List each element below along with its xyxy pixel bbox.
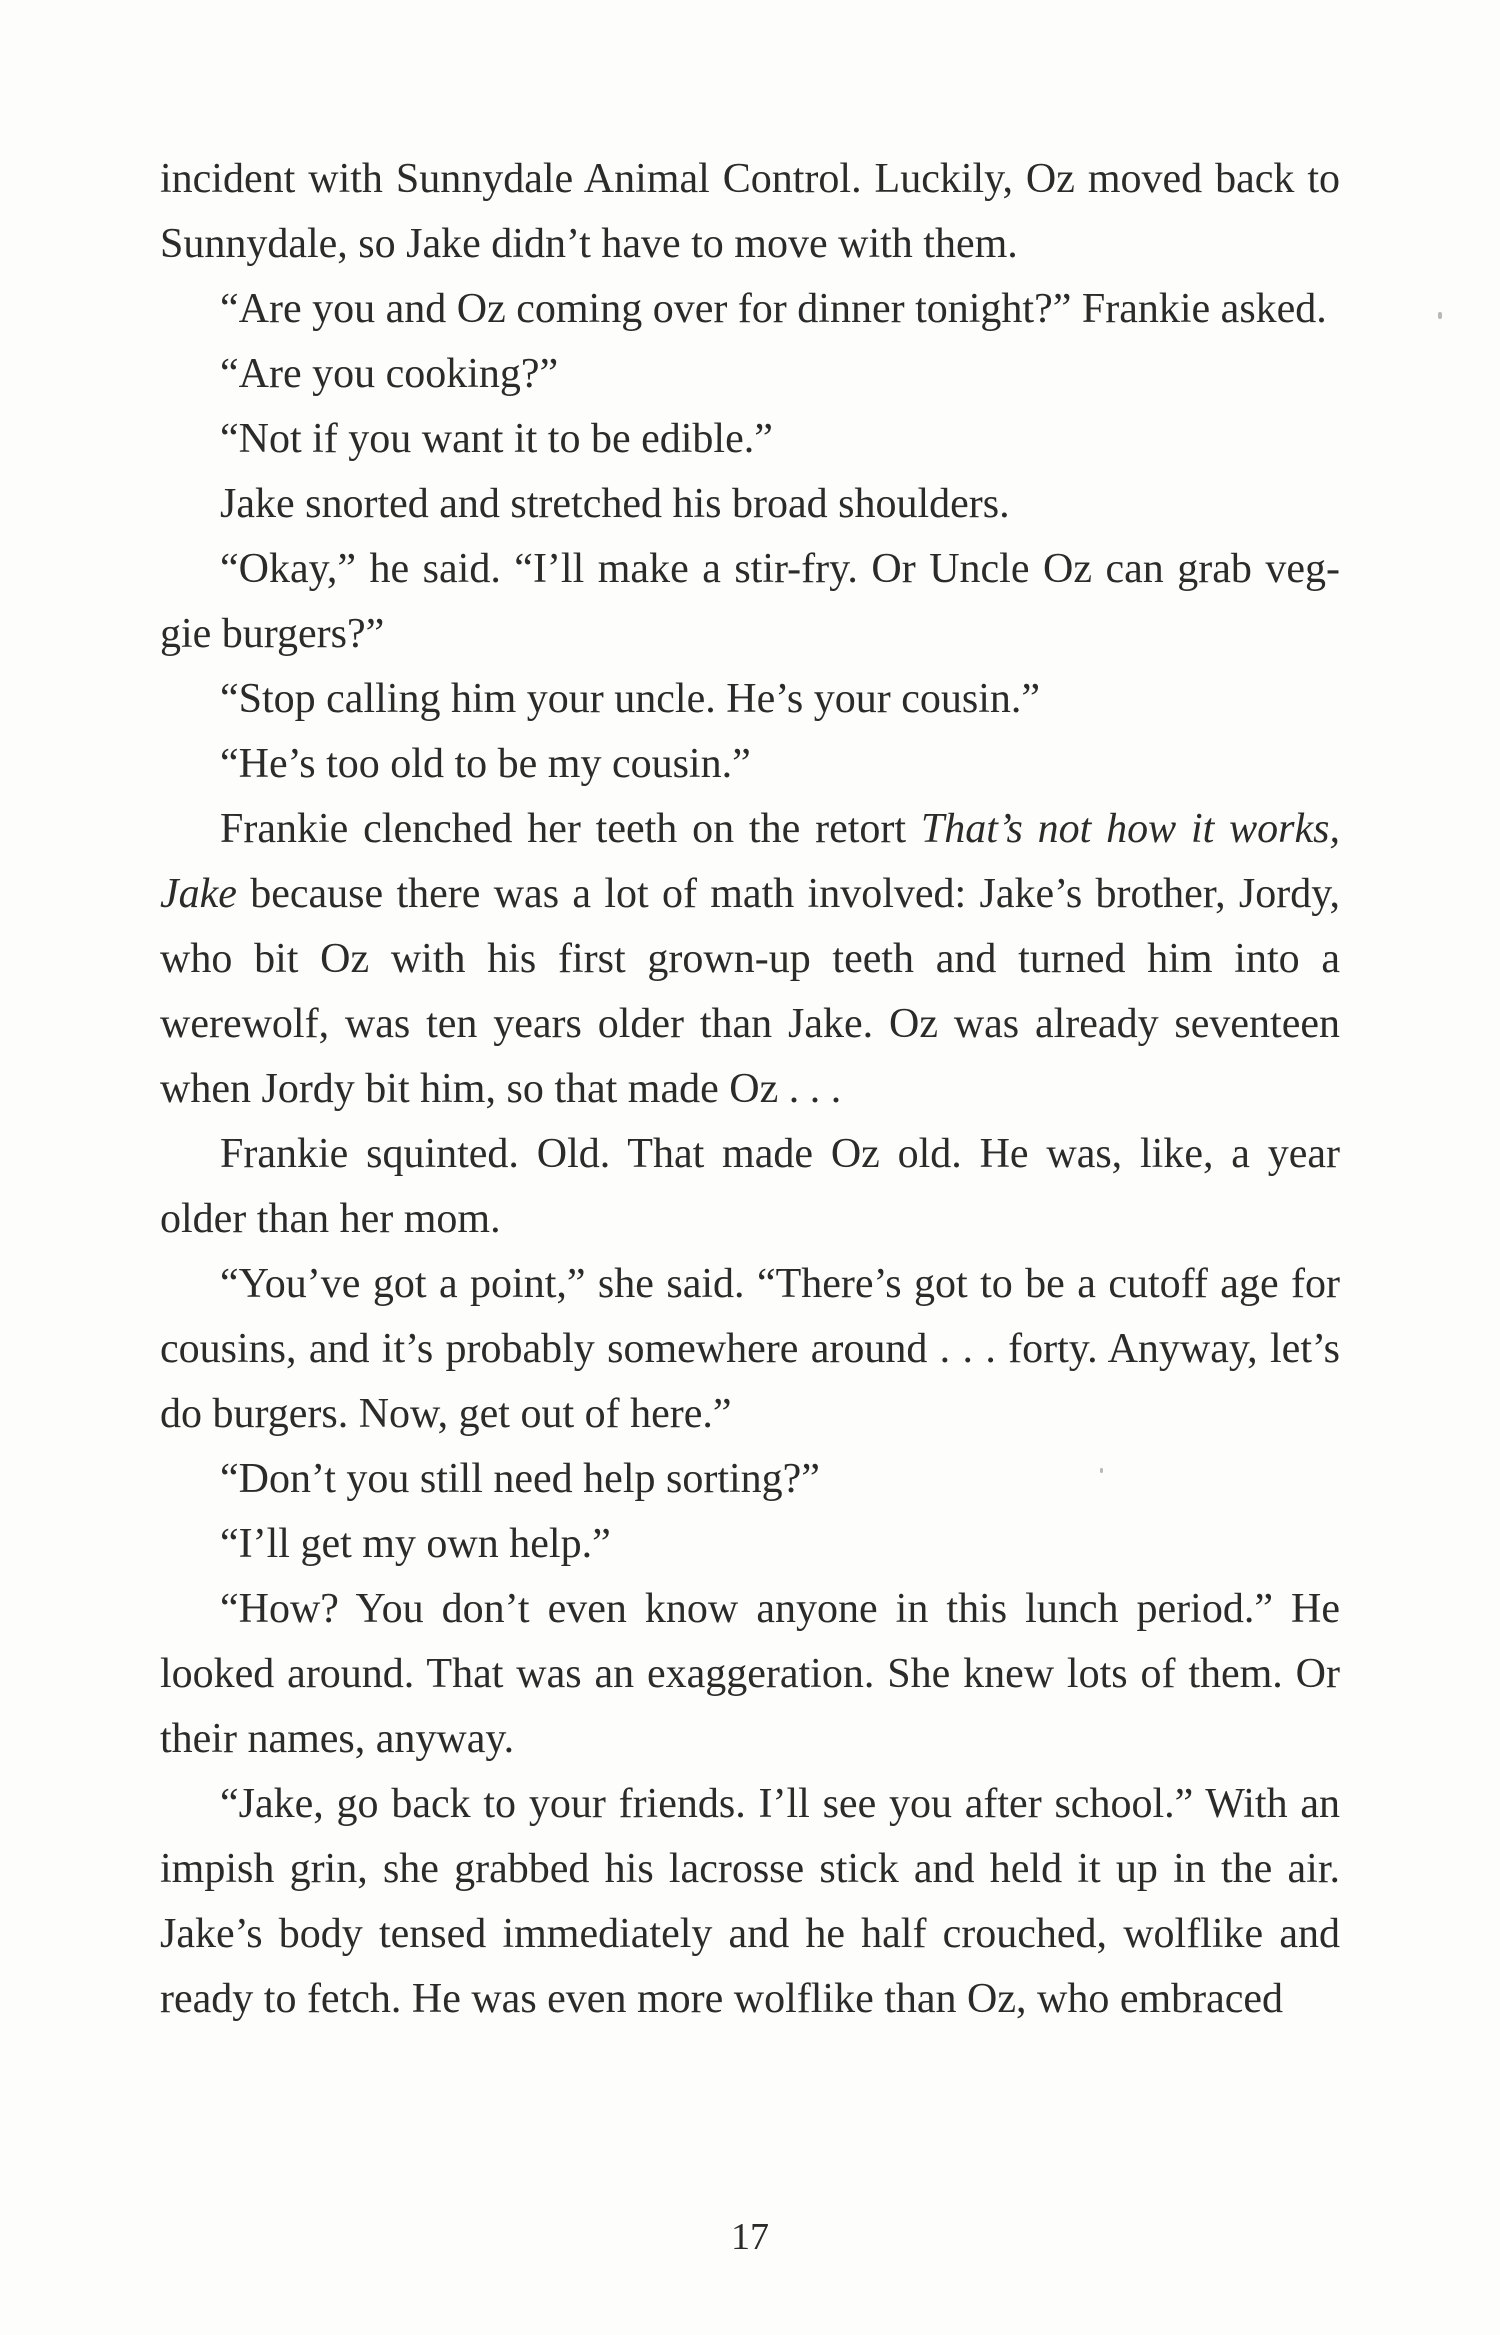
paper-speck [1100, 1468, 1103, 1473]
paragraph: “Are you and Oz coming over for dinner tonight?” Frankie asked. [220, 286, 1327, 332]
paragraph-text: because there was a lot of math involved: Jake’s brother, Jordy, who bit Oz with his first grown-up teeth and turned him into a werewolf, was ten years older than Jake. Oz was already seventeen when Jordy bit him, so that made Oz . . . [160, 871, 1340, 1112]
body-text [160, 147, 1340, 2032]
paragraph: Jake snorted and stretched his broad shoulders. [220, 481, 1010, 527]
paragraph: “Jake, go back to your friends. I’ll see you after school.” With an impish grin, she grabbed his lacrosse stick and held it up in the air. Jake’s body tensed immediately and he half crouched, wolflike and ready to fetch. He was even more wolflike than Oz, who embraced [160, 1781, 1340, 2022]
italic-retort: That’s not how it works, Jake [160, 806, 1341, 917]
paragraph [160, 797, 1340, 1122]
paragraph: “You’ve got a point,” she said. “There’s got to be a cutoff age for cousins, and it’s probably somewhere around . . . forty. Anyway, let’s do burgers. Now, get out of here.” [160, 1261, 1340, 1437]
paragraph: “Okay,” he said. “I’ll make a stir-fry. Or Uncle Oz can grab veggie burgers?” [160, 546, 1340, 657]
page-number: 17 [731, 2216, 769, 2258]
paragraph: incident with Sunnydale Animal Control. Luckily, Oz moved back to Sunnydale, so Jake didn’t have to move with them. [160, 156, 1340, 267]
paragraph: “How? You don’t even know anyone in this lunch period.” He looked around. That was an exaggeration. She knew lots of them. Or their names, anyway. [160, 1586, 1340, 1762]
paragraph-text: Frankie clenched her teeth on the retort [220, 806, 921, 852]
paragraph: “I’ll get my own help.” [220, 1521, 611, 1567]
paper-speck [1438, 312, 1442, 319]
paragraph: “Stop calling him your uncle. He’s your cousin.” [220, 676, 1041, 722]
paragraph: “He’s too old to be my cousin.” [220, 741, 751, 787]
paragraph: Frankie squinted. Old. That made Oz old. He was, like, a year older than her mom. [160, 1131, 1340, 1242]
paragraph: “Are you cooking?” [220, 351, 559, 397]
paragraph: “Don’t you still need help sorting?” [220, 1456, 820, 1502]
paragraph: “Not if you want it to be edible.” [220, 416, 773, 462]
